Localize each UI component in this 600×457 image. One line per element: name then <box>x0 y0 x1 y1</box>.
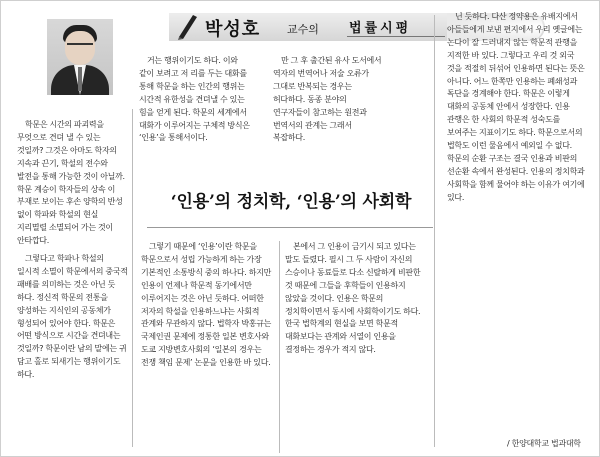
paragraph: 거는 행위이기도 하다. 이와 같이 보려고 저 리를 두는 대화를 통해 학문을 하는 인간의 행위는 시간적 유한성을 견뎌낼 수 있는 힘을 얻게 된다. 학문의 세계에서 대화가 이루어지는 구체적 방식은 ‘인용’을 통해서이다. <box>139 56 250 143</box>
paragraph: 그렇다고 학파나 학설의 일시적 소멸이 학문에서의 중국적 패배를 의미하는 것은 아닌 듯 하다. 정신적 학문의 전통을 양성하는 지식인의 공동체가 형성되어 있어야 한다. 학문은 어떤 방식으로 시간을 견뎌내는 것일까? 학문이란 남의 말에는 귀 담고 홀로 되새기는 행위이기도 하다. <box>17 254 128 380</box>
paragraph: 본에서 그 인용이 금기시 되고 있다는 말도 들렸다. 필시 그 두 사람이 자신의 스승이나 동료들로 다소 신랄하게 비판한 것 때문에 그들을 후학들이 인용하지 않았을 것이다. 인용은 학문의 정치학이면서 동시에 사회학이기도 하다. 한국 법학계의 현실을 보면 학문적 대화보다는 관계와 서열이 인용을 결정하는 경우가 적지 않다. <box>285 242 421 355</box>
article-column-3-top <box>273 55 385 175</box>
article-column-1-top <box>17 119 128 249</box>
author-title: 교수의 <box>287 23 319 36</box>
column-divider <box>132 109 133 447</box>
title-divider <box>147 227 433 228</box>
column-divider <box>434 15 435 447</box>
paragraph: 그렇기 때문에 ‘인용’이란 학문을 학문으로서 성립 가능하게 하는 가장 기본적인 소통방식 중의 하나다. 하지만 인용이 언제나 학문적 동기에서만 이루어지는 것은 아닌 듯하다. 어떠한 저자의 학설을 인용하느냐는 사회적 관계와 무관하지 않다. 법학자 박홍규는 국제인권 문제에 정통한 일본 변호사와 도쿄 지방변호사회의 ‘일본의 경우는 전쟁 책임 문제’ 논문을 인용한 바 있다. <box>141 242 272 368</box>
paragraph: 만 그 후 출간된 유사 도서에서 역자의 번역어나 저술 오류가 그대로 반복되는 경우는 허다하다. 동종 분야의 연구자들이 참고하는 원전과 번역서의 관계는 그래서 복잡하다. <box>273 56 382 143</box>
column-divider <box>279 241 280 453</box>
paragraph: 닌 듯하다. 다산 정약용은 유배지에서 아들들에게 보낸 편지에서 우리 옛글에는 논다이 잘 드러내지 않는 학문적 관행을 지적한 바 있다. 그렇다고 우리 것 외국 것을 적절히 뒤섞어 인용하면 된다는 뜻은 아니다. 어느 한쪽만 인용하는 폐쇄성과 독단을 경계해야 한다. 학문은 이렇게 대화의 공동체 안에서 성장한다. 인용 관행은 한 사회의 학문적 성숙도를 보여주는 지표이기도 하다. 학문으로서의 법학도 이런 물음에서 예외일 수 없다. 학문의 순환 구조는 결국 인용과 비판의 선순환 속에서 완성된다. 인용의 정치학과 사회학을 함께 물어야 하는 이유가 여기에 있다. <box>447 12 585 202</box>
pen-icon <box>173 11 201 41</box>
article-column-4 <box>447 11 591 451</box>
article-column-2-top <box>139 55 251 175</box>
article-column-2-bottom <box>141 241 274 453</box>
article-column-3-bottom <box>285 241 422 453</box>
article-title: ‘인용’의 정치학, ‘인용’의 사회학 <box>170 192 412 212</box>
paragraph: 학문은 시간의 파괴력을 무엇으로 견뎌 낼 수 있는 것일까? 그것은 아마도 학자의 지속과 끈기, 학설의 전수와 발전을 통해 가능한 것이 아닐까. 학문 계승이 학자들의 상속 이 부재로 보이는 후손 양학의 반성 없이 학파와 학설의 현실 지리멸렬 소멸되어 가는 것이 안타깝다. <box>17 120 125 246</box>
article-column-1-bottom <box>17 253 128 453</box>
author-name: 박성호 <box>205 19 261 40</box>
series-title: 법률시평 <box>349 21 412 36</box>
author-affiliation: / 한양대학교 법과대학 <box>507 439 581 448</box>
author-portrait <box>47 19 113 95</box>
